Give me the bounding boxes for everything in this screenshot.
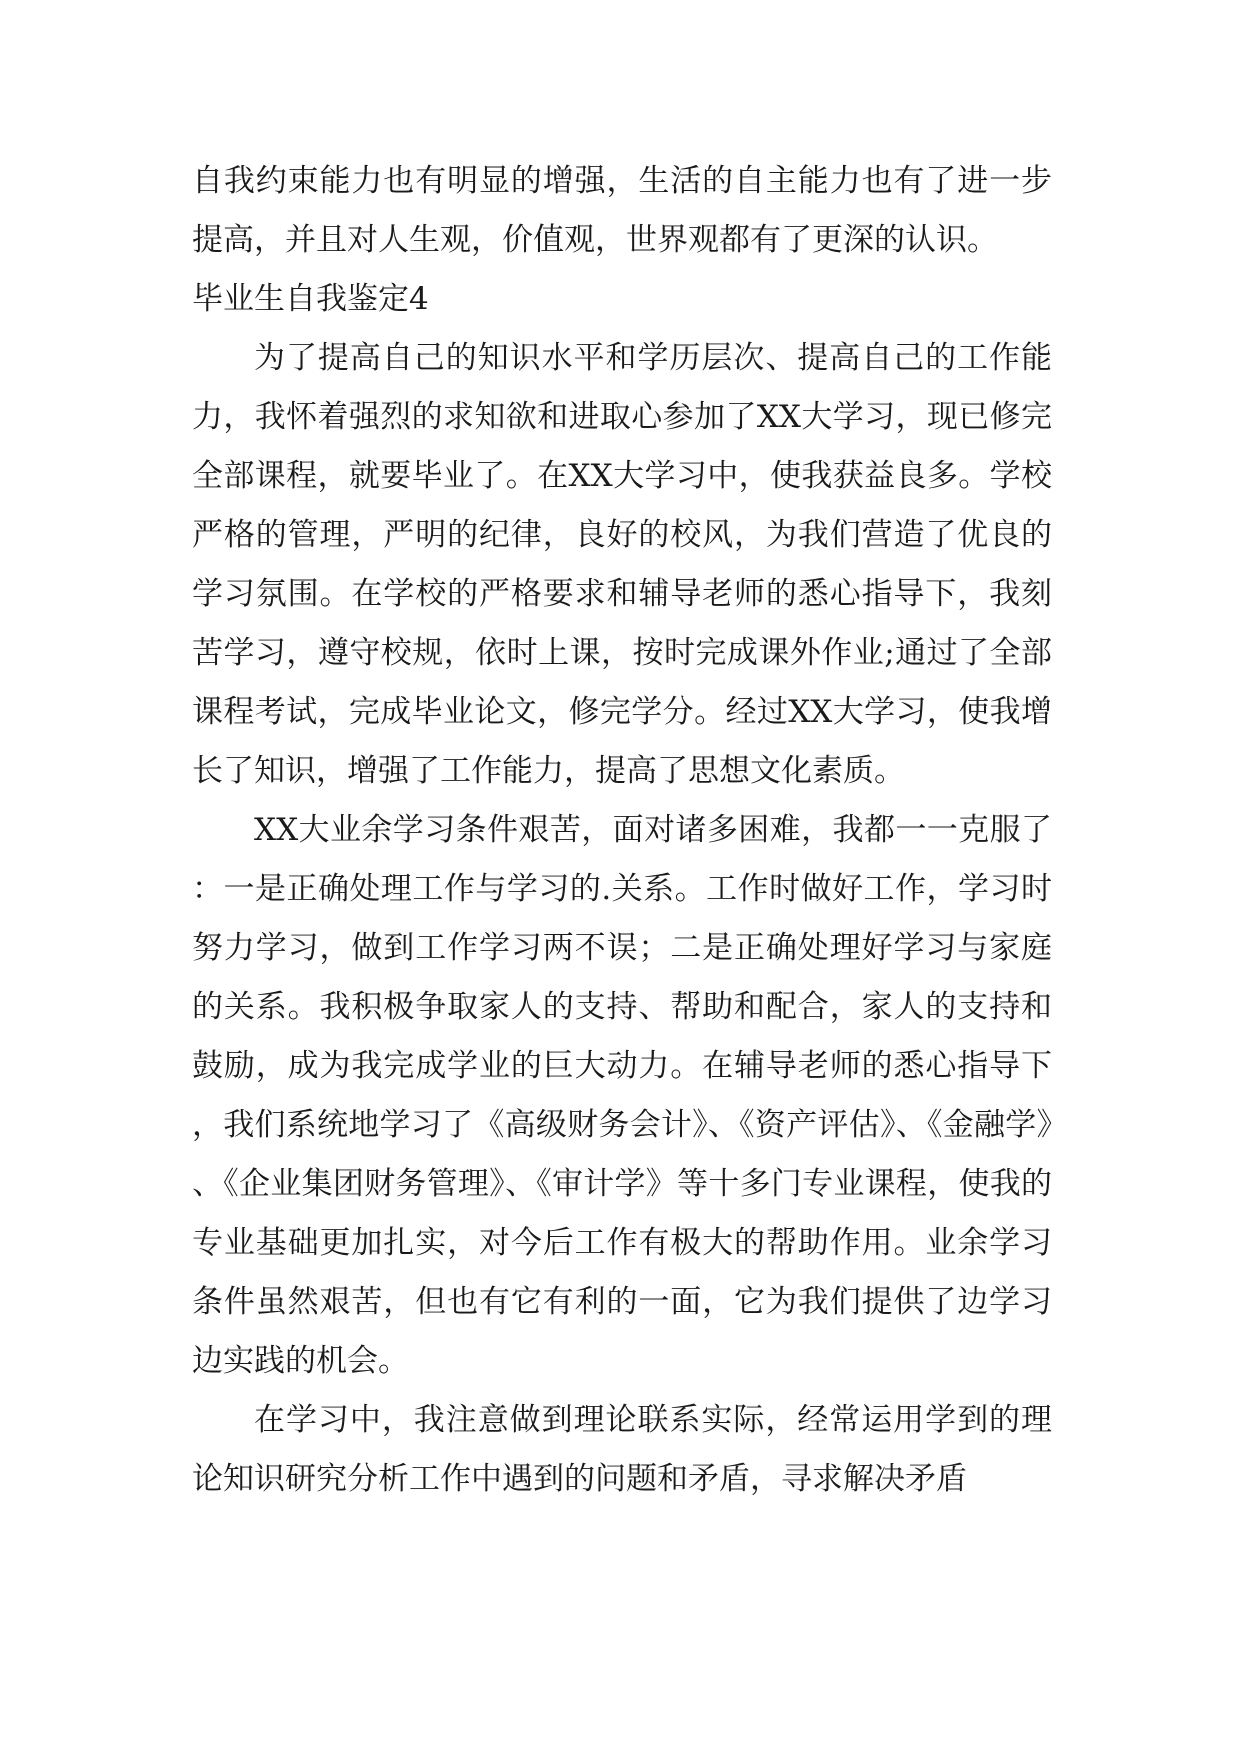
paragraph-study-purpose: 为了提高自己的知识水平和学历层次、提高自己的工作能力，我怀着强烈的求知欲和进取心参加了XX大学习，现已修完全部课程，就要毕业了。在XX大学习中，使我获益良多。学校严格的管理，严明的纪律，良好的校风，为我们营造了优良的学习氛围。在学校的严格要求和辅导老师的悉心指导下，我刻苦学习，遵守校规，依时上课，按时完成课外作业;通过了全部课程考试，完成毕业论文，修完学分。经过XX大学习，使我增长了知识，增强了工作能力，提高了思想文化素质。 [192,340,1052,789]
section-heading: 毕业生自我鉴定4 [192,281,429,317]
paragraph-continuation: 自我约束能力也有明显的增强，生活的自主能力也有了进一步提高，并且对人生观，价值观，世界观都有了更深的认识。 [192,163,1052,258]
paragraph-study-difficulties: XX大业余学习条件艰苦，面对诸多困难，我都一一克服了：一是正确处理工作与学习的.关系。工作时做好工作，学习时努力学习，做到工作学习两不误；二是正确处理好学习与家庭的关系。我积极争取家人的支持、帮助和配合，家人的支持和鼓励，成为我完成学业的巨大动力。在辅导老师的悉心指导下，我们系统地学习了《高级财务会计》、《资产评估》、《金融学》、《企业集团财务管理》、《审计学》等十多门专业课程，使我的专业基础更加扎实，对今后工作有极大的帮助作用。业余学习条件虽然艰苦，但也有它有利的一面，它为我们提供了边学习边实践的机会。 [192,812,1052,1379]
paragraph-theory-practice: 在学习中，我注意做到理论联系实际，经常运用学到的理论知识研究分析工作中遇到的问题和矛盾，寻求解决矛盾 [192,1402,1052,1497]
document-body [192,152,1052,1509]
